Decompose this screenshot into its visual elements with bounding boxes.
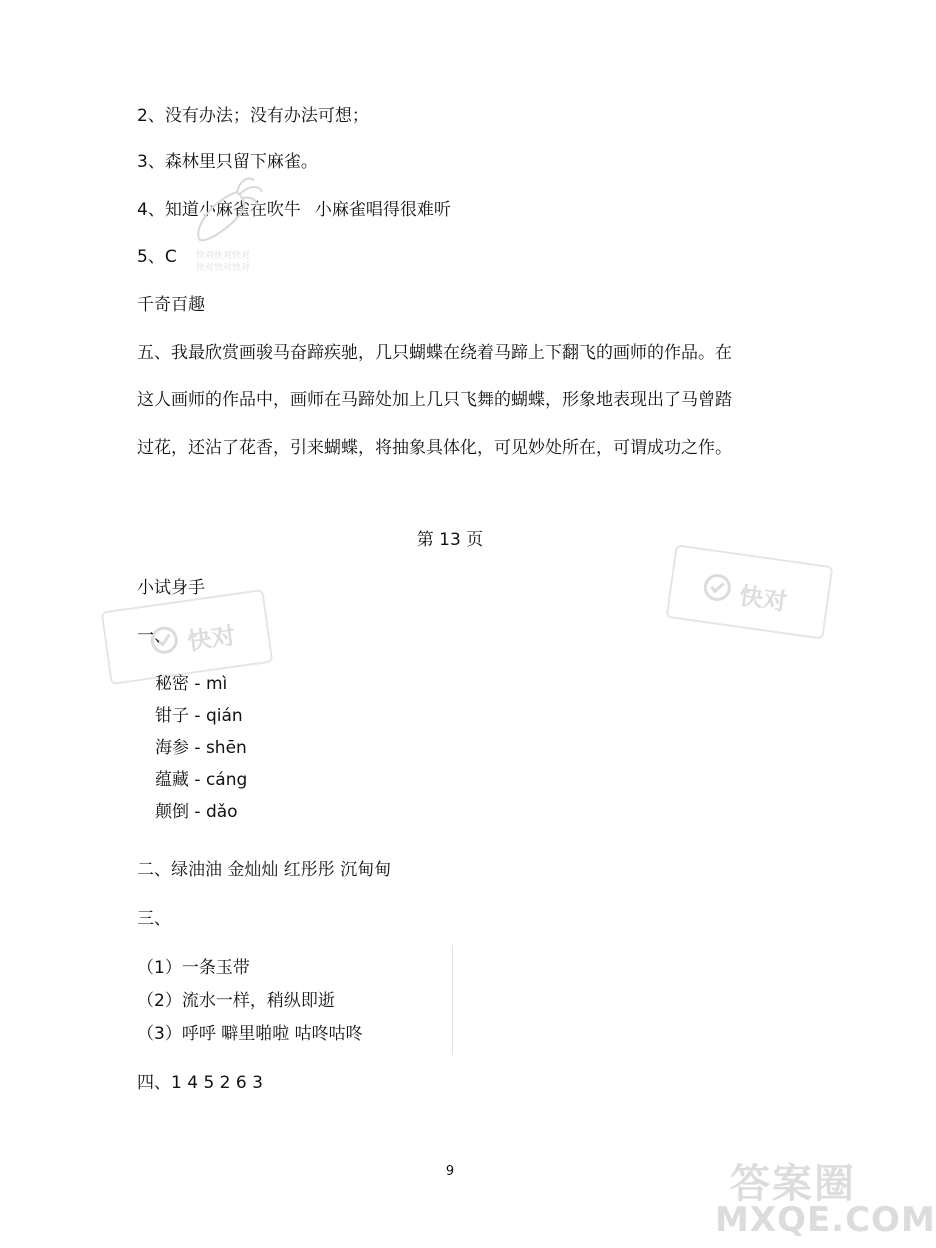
corner-watermark-url: MXQE.COM (715, 1200, 936, 1240)
pinyin-item: 海参 - shēn (155, 738, 247, 758)
answer-line-4-part1: 4、知道小麻雀在吹牛 (137, 200, 301, 220)
paragraph-line-2: 这人画师的作品中，画师在马蹄处加上几只飞舞的蝴蝶，形象地表现出了马曾踏 (137, 390, 732, 410)
question-3-item: （1）一条玉带 (137, 958, 250, 978)
paragraph-line-3: 过花，还沾了花香，引来蝴蝶，将抽象具体化，可见妙处所在，可谓成功之作。 (137, 438, 732, 458)
logo-watermark-left-text: 快对 (185, 621, 238, 656)
divider-line (452, 945, 453, 1055)
paragraph-line-1: 五、我最欣赏画骏马奋蹄疾驰，几只蝴蝶在绕着马蹄上下翻飞的画师的作品。在 (137, 343, 732, 363)
pinyin-item: 颠倒 - dǎo (155, 802, 238, 822)
logo-watermark-right-text: 快对 (737, 581, 789, 617)
pinyin-item: 钳子 - qián (155, 706, 243, 726)
answer-line-5: 5、C (137, 247, 177, 267)
question-1-label: 一、 (137, 626, 171, 646)
small-watermark-line2: 快对快对快对 (196, 263, 251, 273)
question-3-item: （2）流水一样，稍纵即逝 (137, 991, 335, 1011)
answer-line-2: 2、没有办法；没有办法可想； (137, 106, 369, 126)
logo-watermark-left (101, 589, 274, 685)
page-title: 第 13 页 (416, 530, 484, 550)
pinyin-item: 秘密 - mì (155, 674, 228, 694)
small-watermark-line1: 快对快对快对 (196, 251, 251, 261)
subtitle-xiaoshishenshou: 小试身手 (137, 578, 205, 598)
corner-watermark-title: 答案圈 (730, 1161, 856, 1207)
section-heading-qiqi: 千奇百趣 (137, 295, 205, 315)
check-circle-icon (698, 568, 736, 606)
carrot-icon (182, 170, 272, 250)
pinyin-item: 蕴藏 - cáng (155, 770, 248, 790)
question-4-answer: 四、1 4 5 2 6 3 (137, 1073, 263, 1093)
answer-line-3: 3、森林里只留下麻雀。 (137, 152, 318, 172)
logo-watermark-right (666, 544, 834, 639)
question-2-answer: 二、绿油油 金灿灿 红彤彤 沉甸甸 (137, 860, 392, 880)
question-3-item: （3）呼呼 噼里啪啦 咕咚咕咚 (137, 1024, 363, 1044)
answer-line-4-part2: 小麻雀唱得很难听 (314, 200, 451, 220)
carrot-watermark (182, 170, 272, 280)
page-number: 9 (445, 1164, 455, 1179)
question-3-label: 三、 (137, 909, 171, 929)
